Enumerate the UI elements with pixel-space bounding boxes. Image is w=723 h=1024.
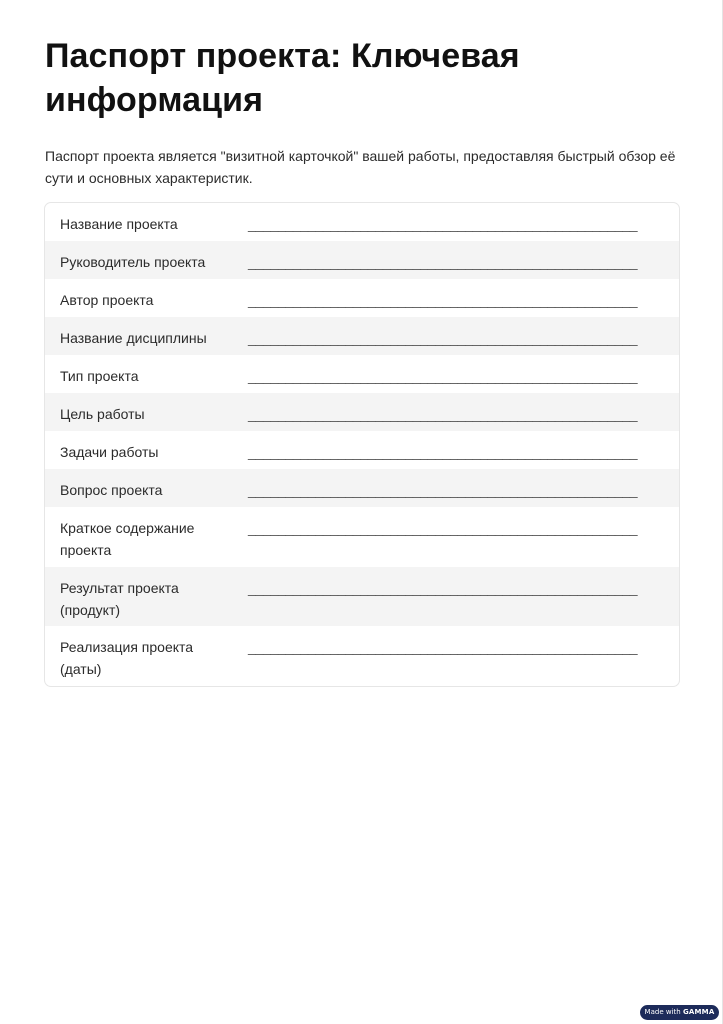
fill-in-line[interactable]: ____________________________________________________ (248, 406, 638, 422)
row-label: Вопрос проекта (60, 482, 163, 498)
row-label: Реализация проекта (даты) (60, 639, 194, 677)
table-row (45, 626, 679, 686)
fill-in-line[interactable]: ____________________________________________________ (248, 482, 638, 498)
row-label: Цель работы (60, 406, 145, 422)
fill-in-line[interactable]: ____________________________________________________ (248, 520, 638, 536)
fill-in-line[interactable]: ____________________________________________________ (248, 330, 638, 346)
page-title: Паспорт проекта: Ключевая информация (45, 37, 520, 119)
gamma-logo: GAMMA (682, 1008, 715, 1016)
table-row (45, 431, 679, 469)
fill-in-line[interactable]: ____________________________________________________ (248, 292, 638, 308)
fill-in-line[interactable]: ____________________________________________________ (248, 368, 638, 384)
row-label: Название проекта (60, 216, 178, 232)
row-label: Результат проекта (продукт) (60, 579, 179, 618)
row-label: Название дисциплины (60, 330, 207, 346)
row-label: Руководитель проекта (60, 254, 206, 270)
table-row (45, 507, 679, 567)
table-row (45, 469, 679, 507)
table-row (45, 279, 679, 317)
badge-prefix: Made with (644, 1008, 681, 1016)
table-row (45, 355, 679, 393)
row-label: Тип проекта (60, 368, 139, 384)
row-label: Краткое содержание проекта (60, 520, 195, 558)
intro-paragraph: Паспорт проекта является "визитной карточкой" вашей работы, предоставляя быстрый обзор её сути и основных характеристик. (45, 148, 676, 186)
fill-in-line[interactable]: ____________________________________________________ (248, 254, 638, 270)
passport-table (44, 202, 680, 687)
row-label: Автор проекта (60, 292, 154, 308)
fill-in-line[interactable]: ____________________________________________________ (248, 444, 638, 460)
table-row (45, 317, 679, 355)
fill-in-line[interactable]: ____________________________________________________ (248, 579, 638, 596)
fill-in-line[interactable]: ____________________________________________________ (248, 216, 638, 232)
row-label: Задачи работы (60, 444, 159, 460)
made-with-gamma-badge[interactable] (640, 1005, 719, 1020)
table-row (45, 567, 679, 627)
table-row (45, 393, 679, 431)
fill-in-line[interactable]: ____________________________________________________ (248, 639, 638, 655)
table-row (45, 203, 679, 241)
table-row (45, 241, 679, 279)
